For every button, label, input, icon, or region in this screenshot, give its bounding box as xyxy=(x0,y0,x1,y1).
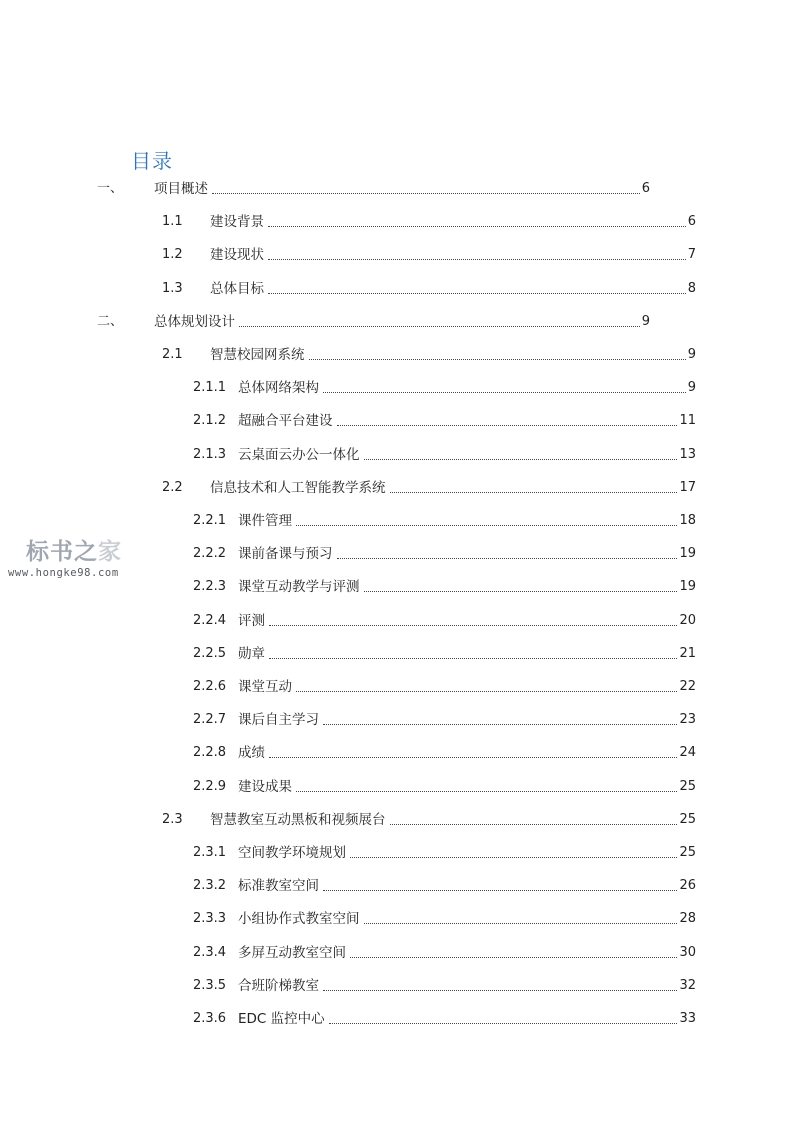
toc-dot-leader xyxy=(323,989,677,991)
toc-dot-leader xyxy=(268,225,686,227)
toc-entry-title: 智慧校园网系统 xyxy=(210,347,305,363)
toc-entry-title: 总体网络架构 xyxy=(238,380,319,396)
toc-entry-page: 17 xyxy=(679,480,696,495)
toc-entry-number: 2.1 xyxy=(162,347,183,362)
toc-entry-title: 成绩 xyxy=(238,745,265,761)
toc-entry[interactable] xyxy=(97,176,650,198)
toc-entry-number: 2.3 xyxy=(162,812,183,827)
toc-entry-page: 32 xyxy=(679,978,696,993)
toc-entry-page: 6 xyxy=(687,214,696,229)
toc-entry-title: EDC 监控中心 xyxy=(238,1011,325,1027)
toc-dot-leader xyxy=(390,491,678,493)
toc-entry-number: 二、 xyxy=(97,314,124,329)
toc-entry-number: 2.2.9 xyxy=(193,779,227,794)
toc-entry-title: 评测 xyxy=(238,613,265,629)
toc-entry-number: 2.2.4 xyxy=(193,613,227,628)
toc-entry-number: 2.1.2 xyxy=(193,413,227,428)
toc-entry-page: 11 xyxy=(679,413,696,428)
toc-entry-title: 超融合平台建设 xyxy=(238,413,333,429)
toc-entry-page: 24 xyxy=(679,745,696,760)
toc-entry-page: 21 xyxy=(679,646,696,661)
toc-entry-page: 9 xyxy=(641,314,650,329)
toc-entry[interactable] xyxy=(193,740,696,762)
toc-entry-title: 云桌面云办公一体化 xyxy=(238,447,360,463)
watermark-title-accent: 家 xyxy=(98,539,122,565)
toc-entry[interactable] xyxy=(193,641,696,663)
toc-entry-page: 13 xyxy=(679,447,696,462)
toc-entry-page: 25 xyxy=(679,779,696,794)
toc-entry-title: 标准教室空间 xyxy=(238,878,319,894)
toc-entry-page: 8 xyxy=(687,281,696,296)
toc-dot-leader xyxy=(390,823,678,825)
toc-dot-leader xyxy=(268,292,686,294)
toc-entry[interactable] xyxy=(193,442,696,464)
toc-entry-title: 总体目标 xyxy=(210,281,264,297)
toc-entry-title: 课堂互动 xyxy=(238,679,292,695)
toc-entry-title: 课后自主学习 xyxy=(238,712,319,728)
toc-entry-title: 课件管理 xyxy=(238,513,292,529)
watermark-url: www.hongke98.com xyxy=(8,567,119,579)
toc-entry[interactable] xyxy=(193,774,696,796)
toc-entry-title: 建设成果 xyxy=(238,779,292,795)
toc-entry-number: 2.3.6 xyxy=(193,1011,227,1026)
toc-entry-number: 2.1.3 xyxy=(193,447,227,462)
toc-entry-page: 19 xyxy=(679,579,696,594)
toc-dot-leader xyxy=(364,458,678,460)
toc-dot-leader xyxy=(350,856,677,858)
watermark-title xyxy=(8,538,158,566)
toc-entry-title: 小组协作式教室空间 xyxy=(238,911,360,927)
toc-dot-leader xyxy=(268,258,686,260)
toc-entry-number: 1.2 xyxy=(162,247,183,262)
toc-dot-leader xyxy=(337,424,678,426)
toc-dot-leader xyxy=(212,192,640,194)
toc-entry-title: 多屏互动教室空间 xyxy=(238,945,346,961)
toc-dot-leader xyxy=(323,723,677,725)
toc-entry-title: 信息技术和人工智能教学系统 xyxy=(210,480,386,496)
toc-entry-number: 2.3.4 xyxy=(193,945,227,960)
toc-entry-page: 9 xyxy=(687,347,696,362)
toc-entry[interactable] xyxy=(193,840,696,862)
toc-title: 目录 xyxy=(131,149,173,173)
toc-entry-title: 空间教学环境规划 xyxy=(238,845,346,861)
toc-entry[interactable] xyxy=(162,475,696,497)
toc-entry-title: 总体规划设计 xyxy=(154,314,235,330)
toc-dot-leader xyxy=(329,1022,678,1024)
toc-entry[interactable] xyxy=(162,342,696,364)
toc-dot-leader xyxy=(323,391,686,393)
toc-dot-leader xyxy=(296,790,677,792)
toc-entry[interactable] xyxy=(193,608,696,630)
toc-entry-title: 合班阶梯教室 xyxy=(238,978,319,994)
toc-dot-leader xyxy=(364,590,678,592)
toc-entry-number: 一、 xyxy=(97,181,124,196)
toc-entry-number: 2.2.3 xyxy=(193,579,227,594)
toc-entry-number: 1.3 xyxy=(162,281,183,296)
toc-entry-page: 25 xyxy=(679,845,696,860)
toc-entry[interactable] xyxy=(193,1006,696,1028)
toc-dot-leader xyxy=(239,325,640,327)
toc-entry-title: 课堂互动教学与评测 xyxy=(238,579,360,595)
toc-entry[interactable] xyxy=(162,209,696,231)
toc-dot-leader xyxy=(269,657,677,659)
toc-entry-page: 6 xyxy=(641,181,650,196)
watermark-logo xyxy=(8,538,158,580)
toc-dot-leader xyxy=(364,922,678,924)
toc-entry-page: 28 xyxy=(679,911,696,926)
toc-entry-page: 9 xyxy=(687,380,696,395)
toc-entry[interactable] xyxy=(97,309,650,331)
toc-entry[interactable] xyxy=(193,940,696,962)
toc-entry[interactable] xyxy=(193,674,696,696)
toc-entry-number: 2.2.7 xyxy=(193,712,227,727)
toc-entry[interactable] xyxy=(162,276,696,298)
toc-entry-number: 2.1.1 xyxy=(193,380,227,395)
toc-entry-title: 智慧教室互动黑板和视频展台 xyxy=(210,812,386,828)
toc-entry-number: 1.1 xyxy=(162,214,183,229)
toc-entry-number: 2.2.8 xyxy=(193,745,227,760)
toc-dot-leader xyxy=(269,756,677,758)
toc-entry-number: 2.3.2 xyxy=(193,878,227,893)
toc-entry-number: 2.2.5 xyxy=(193,646,227,661)
toc-dot-leader xyxy=(296,524,677,526)
toc-entry-page: 7 xyxy=(687,247,696,262)
toc-entry-page: 18 xyxy=(679,513,696,528)
toc-dot-leader xyxy=(337,557,678,559)
toc-entry[interactable] xyxy=(162,807,696,829)
toc-entry-page: 25 xyxy=(679,812,696,827)
toc-entry-page: 22 xyxy=(679,679,696,694)
toc-entry[interactable] xyxy=(193,873,696,895)
toc-entry-page: 33 xyxy=(679,1011,696,1026)
toc-dot-leader xyxy=(350,956,677,958)
toc-entry-number: 2.2.1 xyxy=(193,513,227,528)
toc-entry-number: 2.2 xyxy=(162,480,183,495)
toc-entry[interactable] xyxy=(193,574,696,596)
toc-entry-title: 勋章 xyxy=(238,646,265,662)
toc-entry-page: 20 xyxy=(679,613,696,628)
toc-entry[interactable] xyxy=(193,375,696,397)
toc-entry-title: 建设背景 xyxy=(210,214,264,230)
watermark-title-main: 标书之 xyxy=(26,539,98,565)
toc-entry-page: 26 xyxy=(679,878,696,893)
toc-entry-number: 2.3.3 xyxy=(193,911,227,926)
toc-entry[interactable] xyxy=(193,408,696,430)
toc-entry[interactable] xyxy=(193,973,696,995)
toc-entry[interactable] xyxy=(193,508,696,530)
toc-entry[interactable] xyxy=(162,242,696,264)
toc-entry-page: 23 xyxy=(679,712,696,727)
toc-entry-title: 课前备课与预习 xyxy=(238,546,333,562)
toc-dot-leader xyxy=(269,624,677,626)
toc-entry[interactable] xyxy=(193,906,696,928)
toc-entry-number: 2.3.5 xyxy=(193,978,227,993)
toc-entry-number: 2.3.1 xyxy=(193,845,227,860)
toc-entry[interactable] xyxy=(193,541,696,563)
toc-entry-title: 建设现状 xyxy=(210,247,264,263)
toc-entry-title: 项目概述 xyxy=(154,181,208,197)
toc-entry-number: 2.2.6 xyxy=(193,679,227,694)
toc-entry-page: 30 xyxy=(679,945,696,960)
toc-entry-number: 2.2.2 xyxy=(193,546,227,561)
toc-entry-page: 19 xyxy=(679,546,696,561)
toc-dot-leader xyxy=(296,690,677,692)
toc-dot-leader xyxy=(309,358,686,360)
toc-dot-leader xyxy=(323,889,677,891)
toc-entry[interactable] xyxy=(193,707,696,729)
